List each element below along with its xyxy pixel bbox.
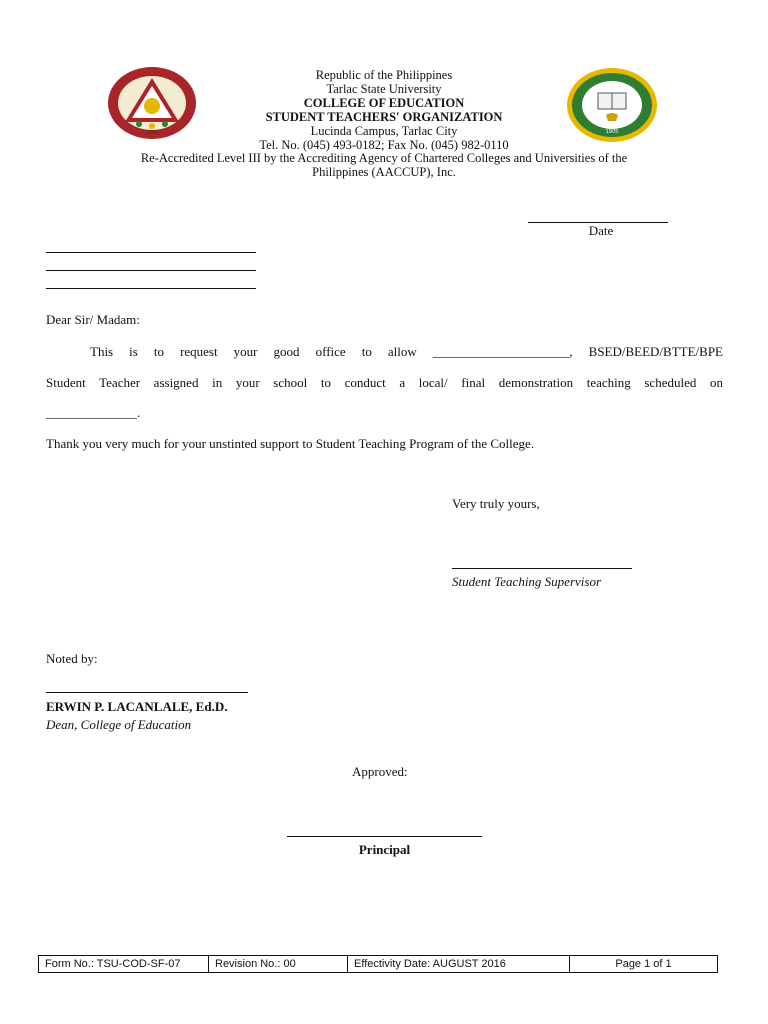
tsu-seal-year: 1906 [145,130,159,136]
footer-effectivity: Effectivity Date: AUGUST 2016 [348,956,570,972]
header-accreditation-cont: Philippines (AACCUP), Inc. [312,165,456,179]
form-footer-table [38,955,718,973]
dean-name: ERWIN P. LACANLALE, Ed.D. [46,699,228,714]
header-campus: Lucinda Campus, Tarlac City [310,124,458,138]
recipient-line-3 [46,288,256,289]
coe-seal-year: 1905 [605,129,619,135]
header-telephone: Tel. No. (045) 493-0182; Fax No. (045) 982-0110 [259,138,509,152]
footer-form-no: Form No.: TSU-COD-SF-07 [39,956,209,972]
header-republic: Republic of the Philippines [315,68,453,82]
salutation: Dear Sir/ Madam: [46,312,140,327]
supervisor-title: Student Teaching Supervisor [452,574,602,589]
principal-label: Principal [358,842,411,857]
paragraph-1-line-1: This is to request your good office to allow _____________________, BSED/BEED/BTTE/BPE [90,344,723,359]
date-label: Date [588,223,614,238]
dean-title: Dean, College of Education [46,717,192,732]
footer-revision: Revision No.: 00 [209,956,348,972]
dean-signature-line [46,692,248,693]
header-university: Tarlac State University [326,82,442,96]
header-organization: STUDENT TEACHERS' ORGANIZATION [265,110,503,124]
closing: Very truly yours, [452,496,540,511]
recipient-line-1 [46,252,256,253]
footer-page: Page 1 of 1 [615,958,672,970]
paragraph-1-line-3: ______________. [46,405,141,420]
paragraph-2: Thank you very much for your unstinted support to Student Teaching Program of the College. [46,436,535,451]
approved-label: Approved: [352,764,408,779]
principal-signature-line [287,836,482,837]
recipient-line-2 [46,270,256,271]
noted-by-label: Noted by: [46,651,98,666]
header-accreditation: Re-Accredited Level III by the Accrediting Agency of Chartered Colleges and Universities of the [140,151,628,165]
supervisor-signature-line [452,568,632,569]
paragraph-1-line-2: Student Teacher assigned in your school to conduct a local/ final demonstration teaching scheduled on [46,375,723,390]
header-college: COLLEGE OF EDUCATION [303,96,465,110]
